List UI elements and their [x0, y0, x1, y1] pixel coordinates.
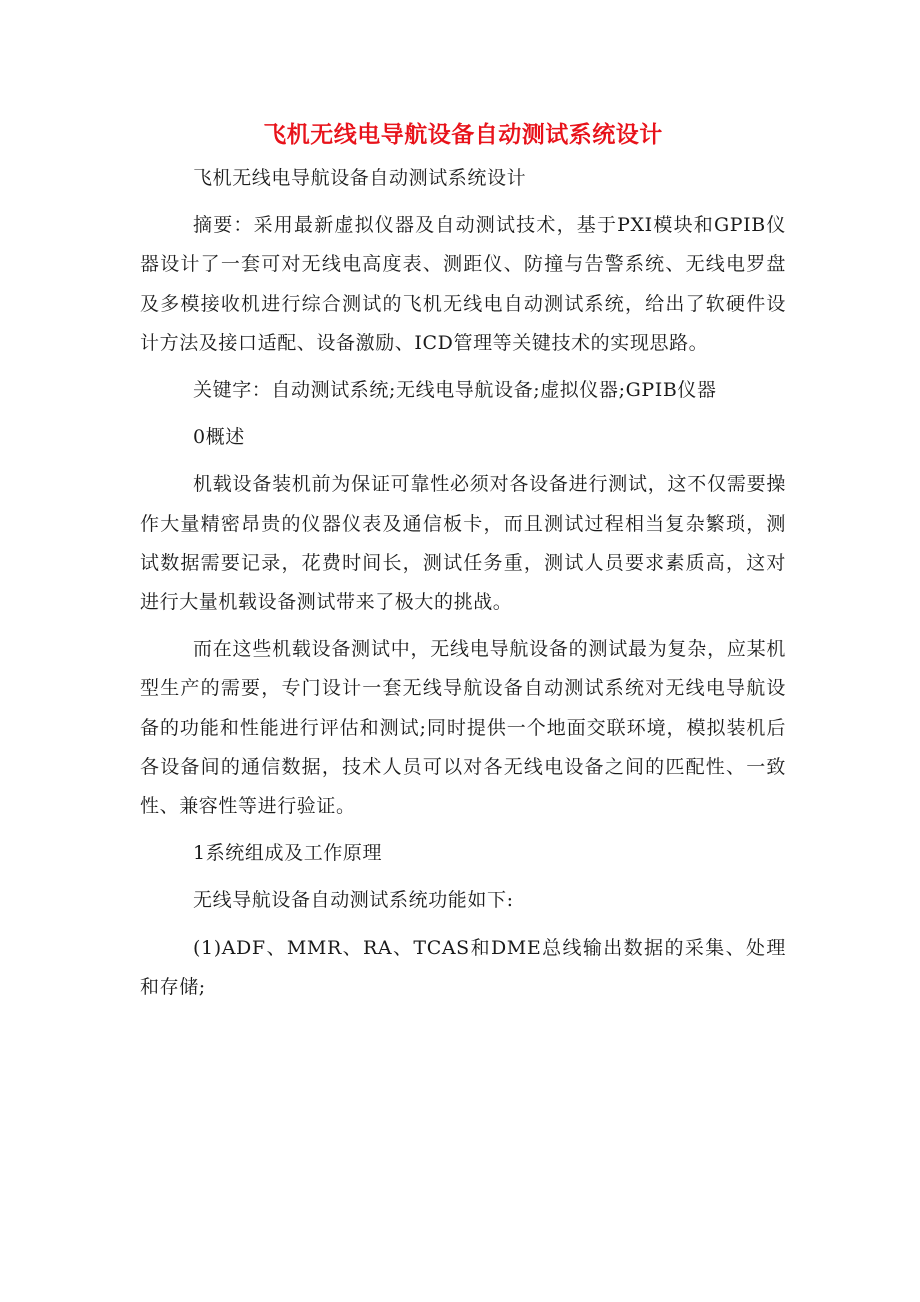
- body-paragraph: 无线导航设备自动测试系统功能如下:: [193, 889, 514, 912]
- section-heading-system: 1系统组成及工作原理: [193, 842, 383, 865]
- body-paragraph: 而在这些机载设备测试中，无线电导航设备的测试最为复杂，应某机型生产的需要，专门设计一套无线导航设备自动测试系统对无线电导航设备的功能和性能进行评估和测试;同时提供一个地面交联环境，模拟装机后各设备间的通信数据，技术人员可以对各无线电设备之间的匹配性、一致性、兼容性等进行验证。: [140, 638, 786, 818]
- keywords-paragraph: 关键字：自动测试系统;无线电导航设备;虚拟仪器;GPIB仪器: [193, 379, 717, 402]
- section-heading-overview: 0概述: [193, 426, 245, 449]
- document-title: 飞机无线电导航设备自动测试系统设计: [263, 122, 663, 148]
- list-item: (1)ADF、MMR、RA、TCAS和DME总线输出数据的采集、处理和存储;: [140, 936, 786, 998]
- abstract-paragraph: 摘要：采用最新虚拟仪器及自动测试技术，基于PXI模块和GPIB仪器设计了一套可对无线电高度表、测距仪、防撞与告警系统、无线电罗盘及多模接收机进行综合测试的飞机无线电自动测试系统，给出了软硬件设计方法及接口适配、设备激励、ICD管理等关键技术的实现思路。: [140, 214, 786, 354]
- body-paragraph: 机载设备装机前为保证可靠性必须对各设备进行测试，这不仅需要操作大量精密昂贵的仪器仪表及通信板卡，而且测试过程相当复杂繁琐，测试数据需要记录，花费时间长，测试任务重，测试人员要求素质高，这对进行大量机载设备测试带来了极大的挑战。: [140, 473, 786, 614]
- subtitle-paragraph: 飞机无线电导航设备自动测试系统设计: [193, 167, 527, 189]
- document-page: [140, 115, 786, 1015]
